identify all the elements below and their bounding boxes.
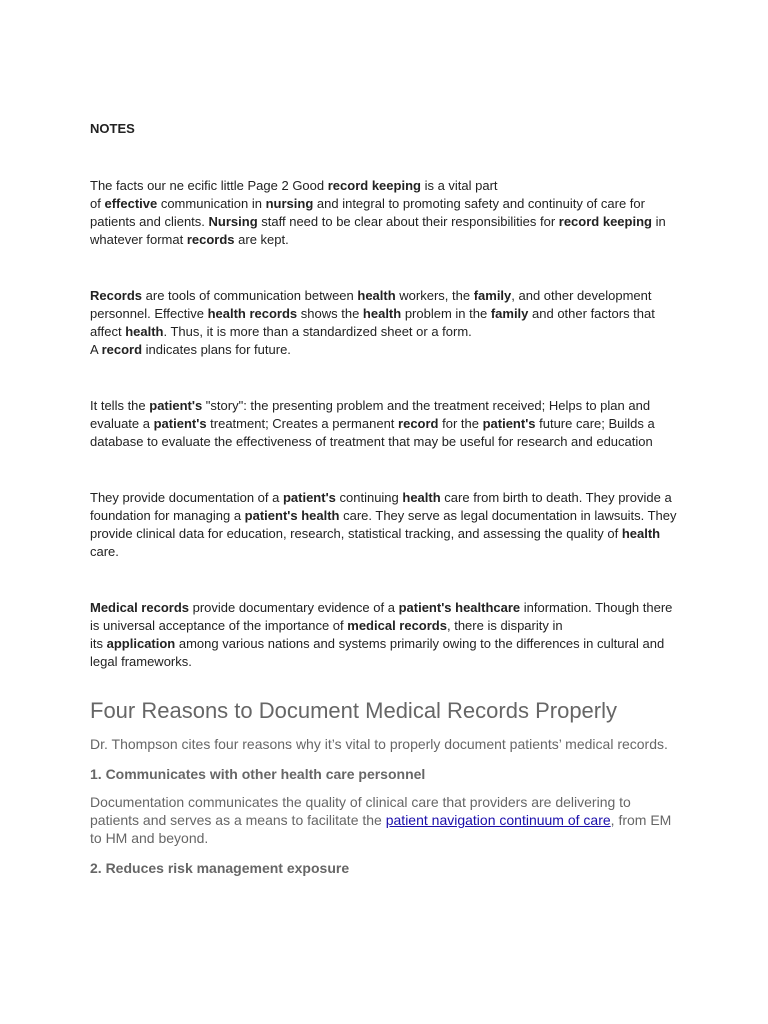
paragraph-medical-records: Medical records provide documentary evidence of a patient's healthcare information. Though there is universal acceptance of the importance of medical records, there is disparity in its application among various nations and systems primarily owing to the differences in cultural and legal frameworks. <box>90 600 673 669</box>
section-intro: Dr. Thompson cites four reasons why it’s vital to properly document patients’ medical records. <box>90 736 668 752</box>
paragraph-documentation: They provide documentation of a patient's continuing health care from birth to death. They provide a foundation for managing a patient's health care. They serve as legal documentation in lawsuits. They provide clinical data for education, research, statistical tracking, and assessing the quality of health care. <box>90 490 677 559</box>
section-heading: Four Reasons to Document Medical Records Properly <box>90 698 618 723</box>
notes-title: NOTES <box>90 121 135 136</box>
reason-1-heading: 1. Communicates with other health care personnel <box>90 766 426 782</box>
paragraph-patient-story: It tells the patient's "story": the presenting problem and the treatment received; Helps to plan and evaluate a patient's treatment; Creates a permanent record for the patient's future care; Builds a database to evaluate the effectiveness of treatment that may be useful for research and education <box>90 398 655 449</box>
document-content <box>90 120 682 877</box>
continuum-of-care-link[interactable]: patient navigation continuum of care <box>385 812 611 828</box>
paragraph-records-tools: Records are tools of communication between health workers, the family, and other development personnel. Effective health records shows the health problem in the family and other factors that affect health. Thus, it is more than a standardized sheet or a form. A record indicates plans for future. <box>90 288 655 357</box>
paragraph-record-keeping: The facts our ne ecific little Page 2 Good record keeping is a vital part of effective communication in nursing and integral to promoting safety and continuity of care for patients and clients. Nursing staff need to be clear about their responsibilities for record keeping in whatever format records are kept. <box>90 178 666 247</box>
reason-1-body: Documentation communicates the quality of clinical care that providers are delivering to patients and serves as a means to facilitate the patient navigation continuum of care, from EM to HM and beyond. <box>90 794 672 846</box>
reason-2-heading: 2. Reduces risk management exposure <box>90 860 350 876</box>
